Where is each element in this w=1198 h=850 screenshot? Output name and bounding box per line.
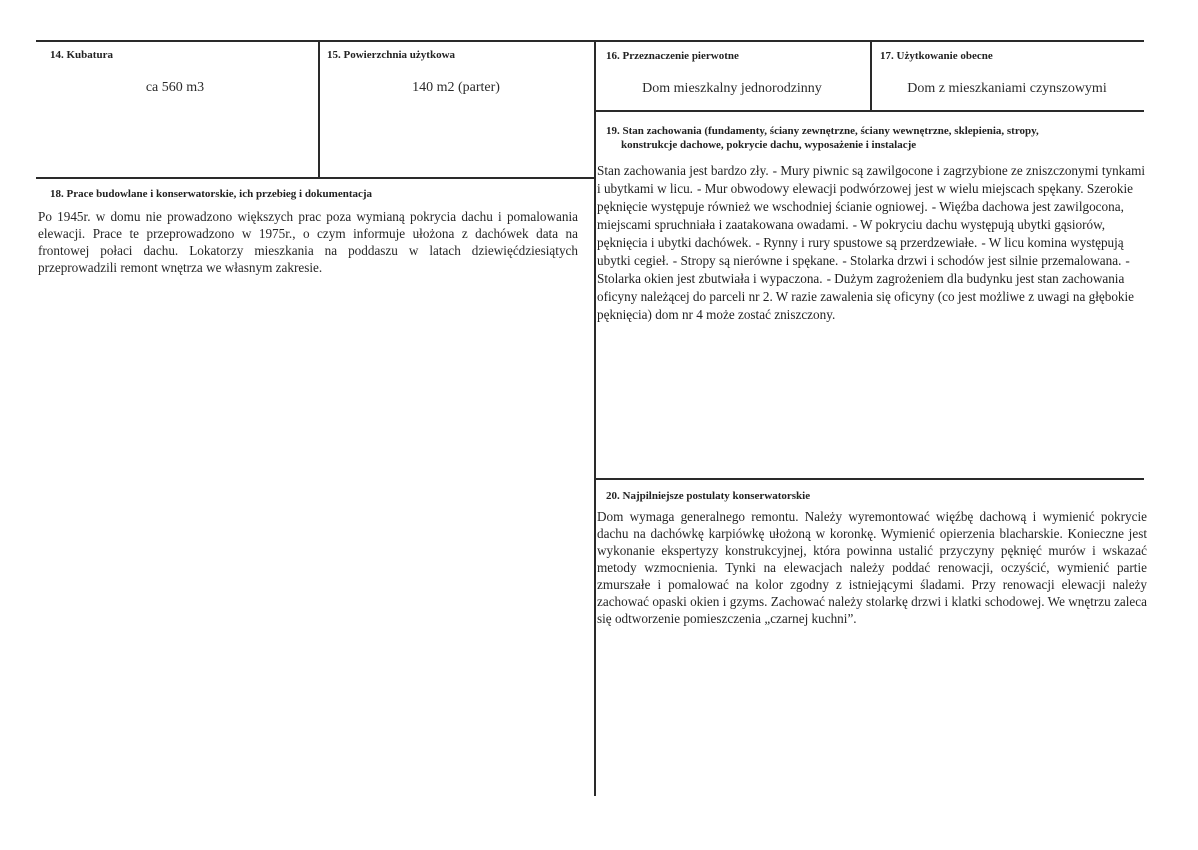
field-19-title-line2: konstrukcje dachowe, pokrycie dachu, wyposażenie i instalacje <box>621 139 917 151</box>
top-border <box>36 40 1144 42</box>
field-19-line: - Mur obwodowy elewacji podwórzowej jest w wielu miejscach spękany. Szerokie pęknięcie występuje również we wschodniej ścianie ogniowej. <box>597 181 1134 214</box>
field-19-line: - Stolarka drzwi i schodów jest silnie przemalowana. <box>842 253 1122 268</box>
divider-16-17 <box>870 40 872 111</box>
row-divider-18 <box>36 177 595 179</box>
field-19-line: Stan zachowania jest bardzo zły. <box>597 163 769 178</box>
field-19-line: - Więźba dachowa jest zawilgocona, miejscami spruchniała i zaatakowana owadami. <box>597 199 1124 232</box>
field-19-line: - W pokryciu dachu występują ubytki gąsiorów, pęknięcia i ubytki dachówek. <box>597 217 1106 250</box>
field-14-title: 14. Kubatura <box>50 49 113 61</box>
field-19-list <box>597 162 1147 324</box>
row-divider-16-17 <box>594 110 1144 112</box>
field-18-text: Po 1945r. w domu nie prowadzono większych prac poza wymianą pokrycia dachu i pomalowania elewacji. Prace te przeprowadzono w 1975r., o czym informuje ułożona z dachówek data na frontowej połaci dachu. Lokatorzy mieszkania na poddaszu w latach dziewięćdziesiątych przeprowadzili remont wnętrza we własnym zakresie. <box>38 209 578 275</box>
field-19-line: - Dużym zagrożeniem dla budynku jest stan zachowania oficyny należącej do parceli nr 2. W razie zawalenia się oficyny (co jest możliwe z uwagi na głębokie pęknięcia) dom nr 4 może zostać zniszczony. <box>597 271 1135 322</box>
field-16-value: Dom mieszkalny jednorodzinny <box>642 81 822 96</box>
field-20-text: Dom wymaga generalnego remontu. Należy wyremontować więźbę dachową i wymienić pokrycie dachu na dachówkę karpiówkę ułożoną w koronkę. Wymienić opierzenia blacharskie. Konieczne jest wykonanie ekspertyzy konstrukcyjnej, która powinna ustalić przyczyny pęknięć murów i wskazać metody wzmocnienia. Tynki na elewacjach należy poddać renowacji, oczyścić, wymienić partie zmurszałe i pomalować na kolor zgodny z istniejącymi śladami. Przy renowacji elewacji należy zachować opaski okien i gzyms. Zachować należy stolarkę drzwi i klatki schodowej. We wnętrzu zaleca się odtworzenie pomieszczenia „czarnej kuchni”. <box>597 509 1147 626</box>
field-15-value: 140 m2 (parter) <box>412 80 500 95</box>
row-divider-20 <box>594 478 1144 480</box>
field-16-title: 16. Przeznaczenie pierwotne <box>606 50 739 62</box>
field-19-line: - W licu komina występują ubytki cegieł. <box>597 235 1124 268</box>
field-14-value: ca 560 m3 <box>145 80 205 95</box>
divider-center <box>594 40 596 796</box>
field-19-line: - Mury piwnic są zawilgocone i zagrzybione ze zniszczonymi tynkami i ubytkami w licu. <box>597 163 1146 196</box>
field-15-title: 15. Powierzchnia użytkowa <box>327 49 456 61</box>
field-17-value: Dom z mieszkaniami czynszowymi <box>907 81 1107 96</box>
field-19-line: - Stropy są nierówne i spękane. <box>672 253 839 268</box>
divider-14-15 <box>318 40 320 177</box>
field-19-line: - Stolarka okien jest zbutwiała i wypaczona. <box>597 253 1130 286</box>
field-19-line: - Rynny i rury spustowe są przerdzewiałe. <box>755 235 978 250</box>
field-20-title: 20. Najpilniejsze postulaty konserwatorskie <box>606 490 811 502</box>
field-18-title: 18. Prace budowlane i konserwatorskie, ich przebieg i dokumentacja <box>50 188 373 200</box>
field-17-title: 17. Użytkowanie obecne <box>880 50 993 62</box>
field-19-title-line1: 19. Stan zachowania (fundamenty, ściany zewnętrzne, ściany wewnętrzne, sklepienia, stropy, <box>606 125 1039 137</box>
